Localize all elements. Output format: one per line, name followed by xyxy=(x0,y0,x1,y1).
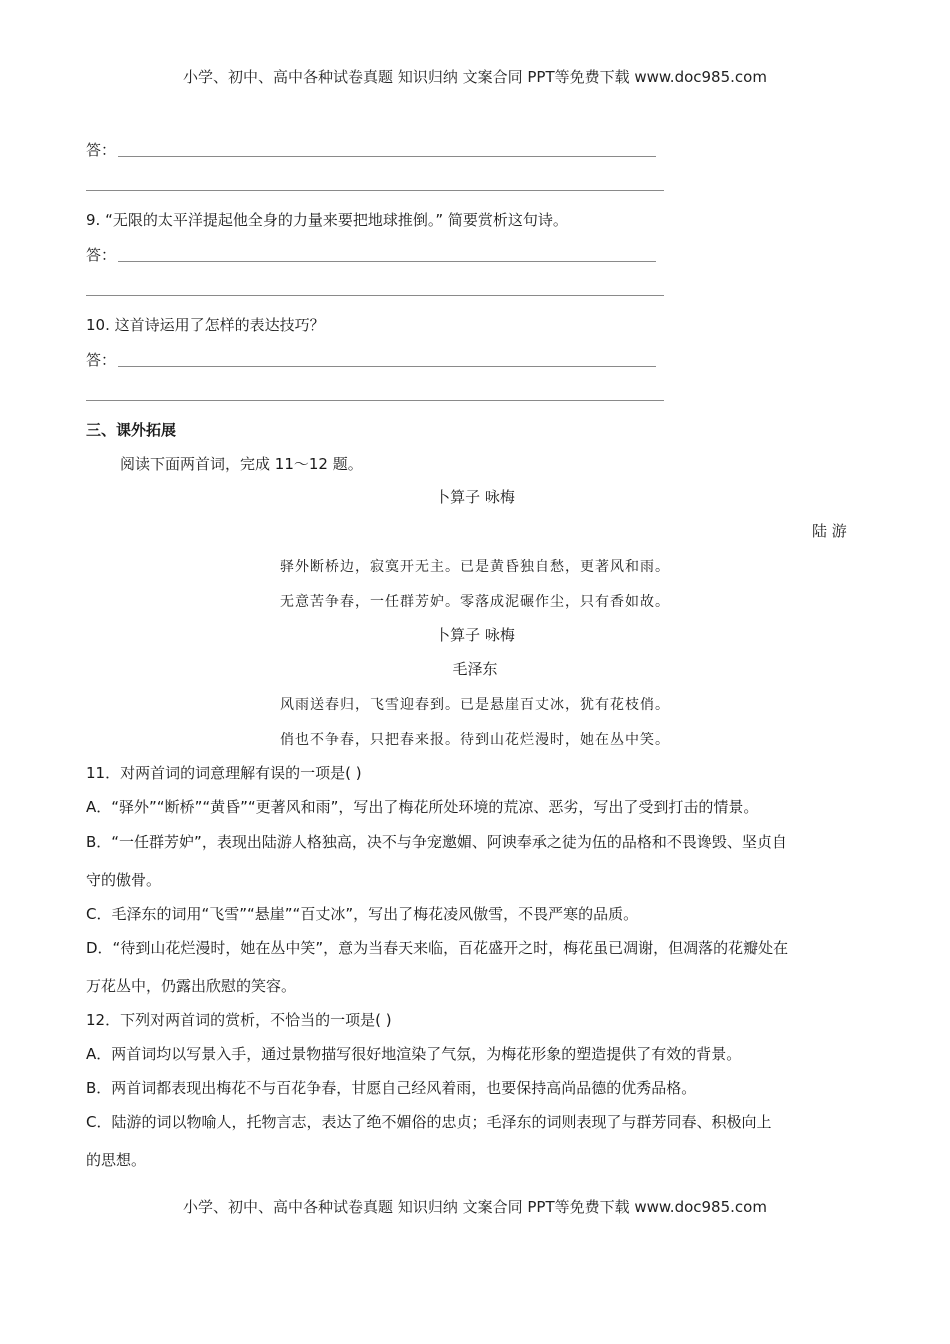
q12-option-c-cont: 的思想。 xyxy=(86,1151,147,1169)
poem-2-line: 风雨送春归，飞雪迎春到。已是悬崖百丈冰，犹有花枝俏。 xyxy=(280,697,670,713)
poem-1-author: 陆 游 xyxy=(812,522,847,540)
q11-option-b-cont: 守的傲骨。 xyxy=(86,871,162,889)
q12-option-c: C．陆游的词以物喻人，托物言志，表达了绝不媚俗的忠贞；毛泽东的词则表现了与群芳同春、积极向上 xyxy=(86,1113,772,1131)
reading-instruction: 阅读下面两首词，完成 11～12 题。 xyxy=(120,455,363,473)
q11-option-d: D．“待到山花烂漫时，她在丛中笑”，意为当春天来临，百花盛开之时，梅花虽已凋谢，但凋落的花瓣处在 xyxy=(86,939,789,957)
answer-label: 答： xyxy=(86,246,117,264)
poem-2-title: 卜算子 咏梅 xyxy=(435,626,515,644)
poem-2-line: 俏也不争春，只把春来报。待到山花烂漫时，她在丛中笑。 xyxy=(280,732,670,748)
answer-label: 答： xyxy=(86,141,117,159)
poem-1-line: 驿外断桥边，寂寞开无主。已是黄昏独自愁，更著风和雨。 xyxy=(280,559,670,575)
q11-option-c: C．毛泽东的词用“飞雪”“悬崖”“百丈冰”，写出了梅花凌风傲雪，不畏严寒的品质。 xyxy=(86,905,639,923)
poem-1-line: 无意苦争春，一任群芳妒。零落成泥碾作尘，只有香如故。 xyxy=(280,594,670,610)
section-heading: 三、课外拓展 xyxy=(86,421,177,439)
answer-line[interactable] xyxy=(86,400,664,401)
q11-option-b: B．“一任群芳妒”，表现出陆游人格独高，决不与争宠邀媚、阿谀奉承之徒为伍的品格和不畏谗毁、坚贞自 xyxy=(86,833,787,851)
poem-2-author: 毛泽东 xyxy=(452,660,498,678)
q11-option-d-cont: 万花丛中，仍露出欣慰的笑容。 xyxy=(86,977,297,995)
answer-line[interactable] xyxy=(86,190,664,191)
q12-option-a: A．两首词均以写景入手，通过景物描写很好地渲染了气氛，为梅花形象的塑造提供了有效的背景。 xyxy=(86,1045,742,1063)
question-12: 12．下列对两首词的赏析，不恰当的一项是( ) xyxy=(86,1011,392,1029)
q12-option-b: B．两首词都表现出梅花不与百花争春，甘愿自己经风着雨，也要保持高尚品德的优秀品格。 xyxy=(86,1079,697,1097)
question-10: 10. 这首诗运用了怎样的表达技巧？ xyxy=(86,316,325,334)
answer-line[interactable] xyxy=(118,261,656,262)
answer-line[interactable] xyxy=(118,366,656,367)
answer-label: 答： xyxy=(86,351,117,369)
question-9: 9. “无限的太平洋提起他全身的力量来要把地球推倒。” 简要赏析这句诗。 xyxy=(86,211,568,229)
question-11: 11．对两首词的词意理解有误的一项是( ) xyxy=(86,764,362,782)
page-header: 小学、初中、高中各种试卷真题 知识归纳 文案合同 PPT等免费下载 www.doc985.com xyxy=(183,68,767,86)
page-footer: 小学、初中、高中各种试卷真题 知识归纳 文案合同 PPT等免费下载 www.doc985.com xyxy=(183,1198,767,1216)
answer-line[interactable] xyxy=(86,295,664,296)
poem-1-title: 卜算子 咏梅 xyxy=(435,488,515,506)
answer-line[interactable] xyxy=(118,156,656,157)
q11-option-a: A．“驿外”“断桥”“黄昏”“更著风和雨”，写出了梅花所处环境的荒凉、恶劣，写出了受到打击的情景。 xyxy=(86,798,759,816)
